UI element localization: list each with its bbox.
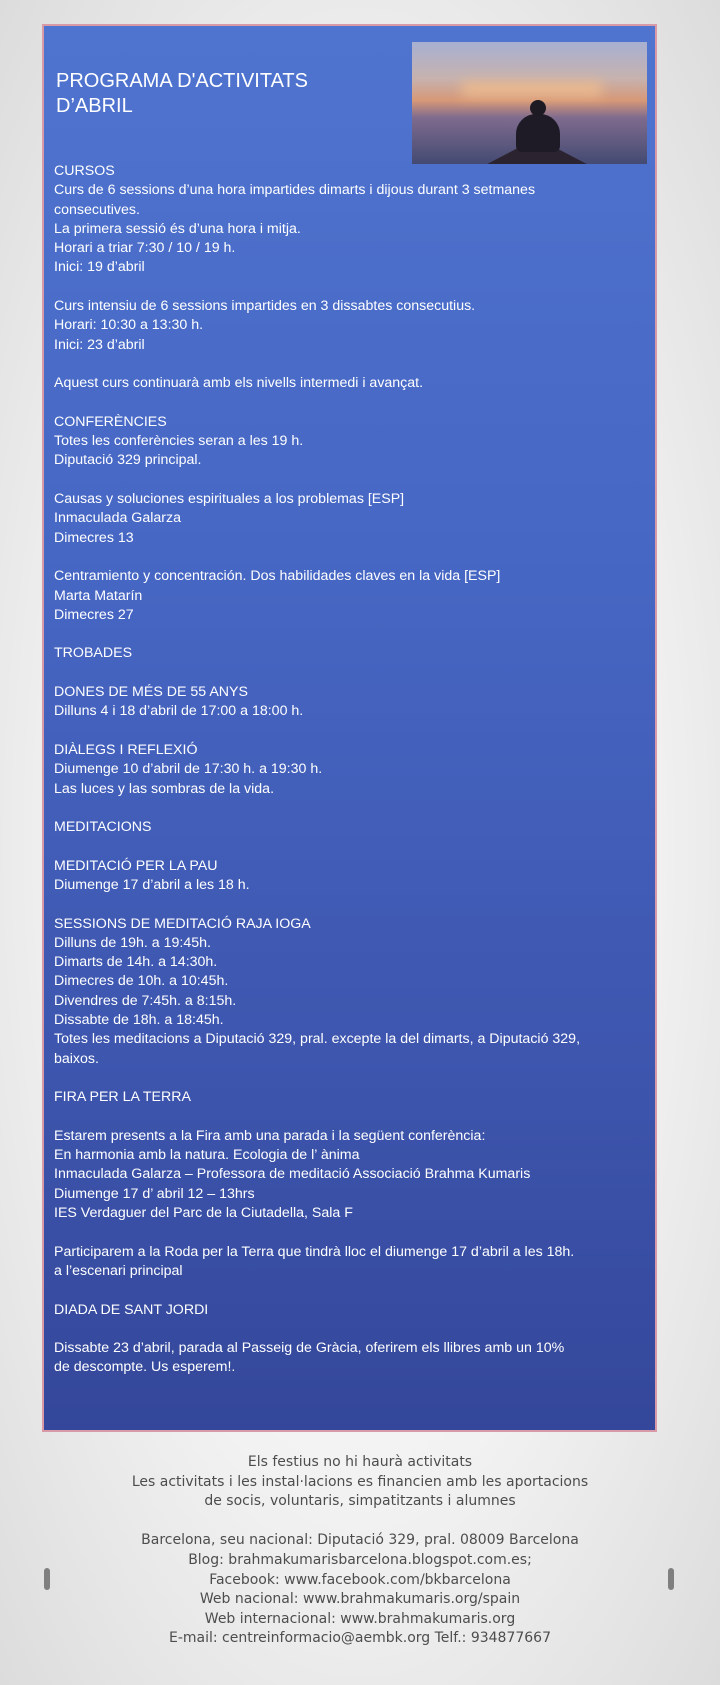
content-line: Dimarts de 14h. a 14:30h. — [54, 954, 218, 971]
content-line: a l’escenari principal — [54, 1262, 183, 1279]
content-line — [54, 1281, 649, 1300]
content-line: baixos. — [54, 1050, 99, 1067]
content-line: de descompte. Us esperem!. — [54, 1359, 236, 1376]
content-line: DIADA DE SANT JORDI — [54, 1301, 209, 1318]
footer-line — [0, 1512, 720, 1532]
content-line: Horari a triar 7:30 / 10 / 19 h. — [54, 240, 236, 257]
content-line: Horari: 10:30 a 13:30 h. — [54, 317, 204, 334]
content-line: CONFERÈNCIES — [54, 413, 167, 430]
right-bullet-mark — [668, 1568, 674, 1590]
content-line: Curs de 6 sessions d’una hora impartides dimarts i dijous durant 3 setmanes — [54, 182, 536, 199]
content-line: Dissabte de 18h. a 18:45h. — [54, 1012, 224, 1029]
content-line: Diumenge 17 d’ abril 12 – 13hrs — [54, 1185, 255, 1202]
content-line: Dimecres de 10h. a 10:45h. — [54, 973, 229, 990]
footer-line: de socis, voluntaris, simpatitzants i alumnes — [204, 1493, 516, 1510]
content-line — [54, 722, 649, 741]
content-line — [54, 799, 649, 818]
content-line: MEDITACIONS — [54, 819, 152, 836]
content-line — [54, 1069, 649, 1088]
content-line: Causas y soluciones espirituales a los problemas [ESP] — [54, 491, 405, 508]
footer-info — [0, 1453, 720, 1649]
content-line: Dilluns de 19h. a 19:45h. — [54, 934, 211, 951]
content-line — [54, 548, 649, 567]
content-line: Inmaculada Galarza – Professora de meditació Associació Brahma Kumaris — [54, 1166, 531, 1183]
title-line-2: D’ABRIL — [56, 95, 133, 117]
content-line: DIÀLEGS I REFLEXIÓ — [54, 741, 198, 758]
content-line: IES Verdaguer del Parc de la Ciutadella, Sala F — [54, 1205, 353, 1222]
content-line: Diumenge 17 d’abril a les 18 h. — [54, 876, 250, 893]
content-line: Dimecres 13 — [54, 529, 134, 546]
footer-line: Blog: brahmakumarisbarcelona.blogspot.com.es; — [188, 1551, 532, 1568]
content-line: Inmaculada Galarza — [54, 510, 181, 527]
footer-line: Web nacional: www.brahmakumaris.org/spain — [199, 1591, 521, 1608]
content-line: CURSOS — [54, 163, 115, 179]
content-line: FIRA PER LA TERRA — [54, 1089, 191, 1106]
content-line: Inici: 23 d’abril — [54, 336, 145, 353]
person-silhouette — [516, 114, 560, 152]
left-bullet-mark — [44, 1568, 50, 1590]
content-line — [54, 471, 649, 490]
footer-line: Barcelona, seu nacional: Diputació 329, pral. 08009 Barcelona — [141, 1532, 579, 1549]
content-line: DONES DE MÉS DE 55 ANYS — [54, 684, 248, 701]
sunset-glow — [462, 82, 602, 96]
content-line: La primera sessió és d’una hora i mitja. — [54, 220, 301, 237]
meditation-photo — [412, 42, 647, 164]
content-line: Diputació 329 principal. — [54, 452, 202, 469]
page-title — [56, 69, 308, 119]
content-line — [54, 664, 649, 683]
footer-line: E-mail: centreinformacio@aembk.org Telf.: 934877667 — [169, 1630, 551, 1647]
content-line: Estarem presents a la Fira amb una parada i la següent conferència: — [54, 1127, 486, 1144]
footer-line: Els festius no hi haurà activitats — [247, 1454, 473, 1470]
content-line: Divendres de 7:45h. a 8:15h. — [54, 992, 237, 1009]
content-line: En harmonia amb la natura. Ecologia de l’ ànima — [54, 1147, 360, 1164]
content-line: Dissabte 23 d’abril, parada al Passeig de Gràcia, oferirem els llibres amb un 10% — [54, 1340, 565, 1357]
program-panel — [42, 24, 657, 1432]
content-line: Dimecres 27 — [54, 606, 134, 623]
content-line: Curs intensiu de 6 sessions impartides en 3 dissabtes consecutius. — [54, 298, 476, 315]
content-line: Inici: 19 d’abril — [54, 259, 145, 276]
content-line: Las luces y las sombras de la vida. — [54, 780, 275, 797]
footer-line: Web internacional: www.brahmakumaris.org — [204, 1610, 516, 1627]
content-line: Totes les conferències seran a les 19 h. — [54, 433, 304, 450]
content-line — [54, 1223, 649, 1242]
content-line: Marta Matarín — [54, 587, 143, 604]
content-line — [54, 895, 649, 914]
content-line — [54, 278, 649, 297]
content-line: Participarem a la Roda per la Terra que tindrà lloc el diumenge 17 d’abril a les 18h. — [54, 1243, 575, 1260]
content-line — [54, 1320, 649, 1339]
content-line: Centramiento y concentración. Dos habilidades claves en la vida [ESP] — [54, 568, 501, 585]
footer-line: Facebook: www.facebook.com/bkbarcelona — [209, 1571, 511, 1588]
program-content — [54, 162, 649, 1378]
person-head-silhouette — [530, 100, 546, 116]
content-line — [54, 394, 649, 413]
content-line: Dilluns 4 i 18 d’abril de 17:00 a 18:00 h. — [54, 703, 304, 720]
content-line — [54, 837, 649, 856]
content-line — [54, 625, 649, 644]
content-line: TROBADES — [54, 645, 133, 662]
footer-line: Les activitats i les instal·lacions es financien amb les aportacions — [131, 1473, 589, 1490]
content-line: Diumenge 10 d’abril de 17:30 h. a 19:30 h. — [54, 761, 323, 778]
content-line: Totes les meditacions a Diputació 329, pral. excepte la del dimarts, a Diputació 329, — [54, 1031, 581, 1048]
content-line: consecutives. — [54, 201, 140, 218]
title-line-1: PROGRAMA D'ACTIVITATS — [56, 70, 308, 92]
content-line: MEDITACIÓ PER LA PAU — [54, 857, 218, 874]
content-line: SESSIONS DE MEDITACIÓ RAJA IOGA — [54, 915, 311, 932]
content-line — [54, 1108, 649, 1127]
content-line: Aquest curs continuarà amb els nivells intermedi i avançat. — [54, 375, 424, 392]
content-line — [54, 355, 649, 374]
